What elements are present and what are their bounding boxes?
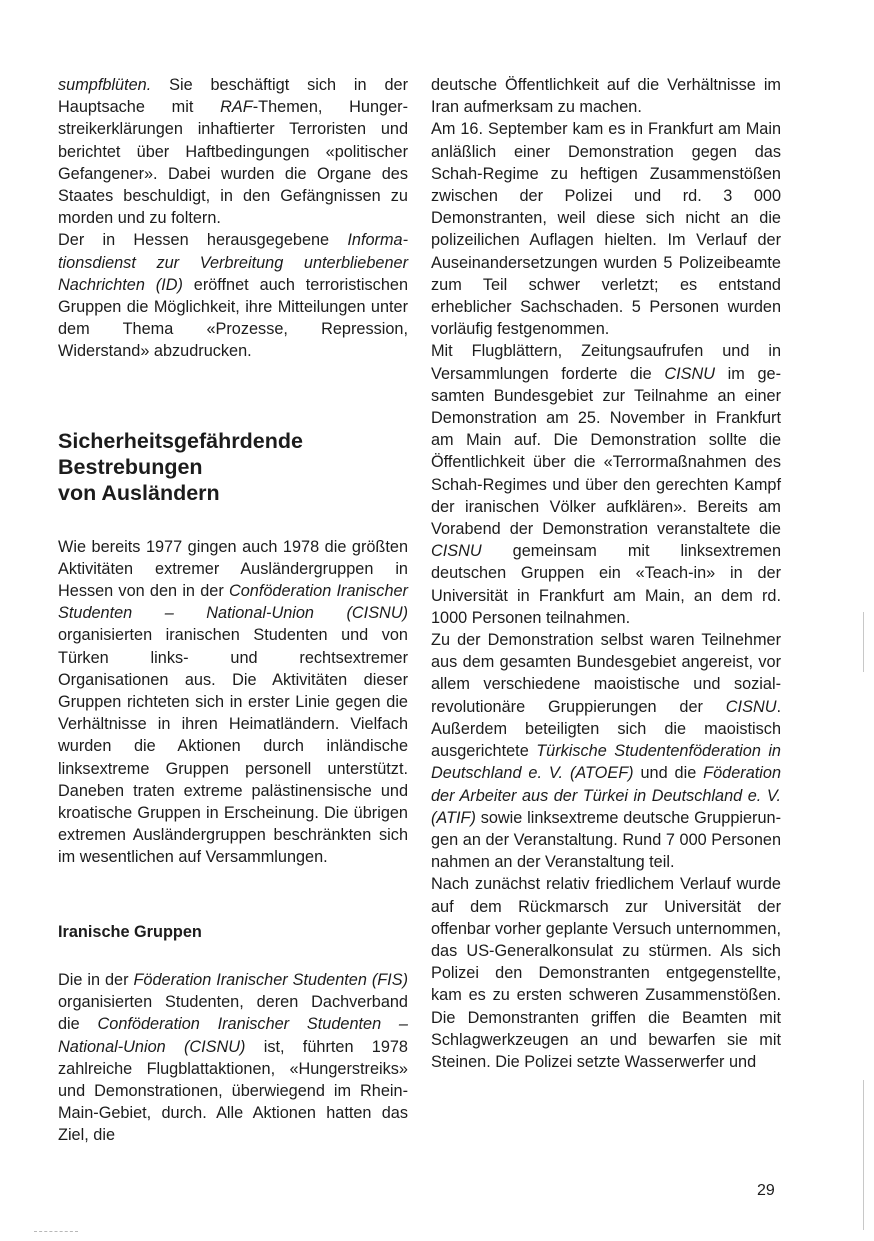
scan-edge-mark-lower [863, 1080, 864, 1230]
italic-text-run: CISNU [664, 364, 716, 383]
section-heading-line-3: von Ausländern [58, 480, 220, 505]
scan-foot-mark [34, 1231, 78, 1233]
text-run: eröffnet auch terroristischen Gruppen die Möglichkeit, ihre Mitteilungen unter dem Thema «Prozesse, Repression, Widerstand» abzudrucken. [58, 275, 408, 361]
italic-text-run: Conföderation Iranischer Studenten – National-Union (CISNU) [58, 1015, 408, 1056]
italic-text-run: sumpfblüten. [58, 76, 152, 94]
text-run: Die in der [58, 970, 134, 989]
section-heading-line-1: Sicherheitsgefährdende [58, 428, 303, 453]
right-paragraph-3 [431, 340, 781, 629]
text-run: Der in Hessen herausgegebene [58, 231, 348, 250]
scan-edge-mark-upper [863, 612, 864, 672]
text-run: . Außerdem beteiligten sich die maoistisch ausgerichtete [431, 697, 781, 761]
italic-text-run: Föderation der Arbeiter aus der Türkei in Deutschland e. V. (ATIF) [431, 764, 781, 827]
right-paragraph-2 [431, 118, 781, 340]
subsection-heading: Iranische Gruppen [58, 922, 202, 941]
text-run: und die [633, 764, 704, 783]
italic-text-run: Föderation Iranischer Studenten (FIS) [133, 970, 408, 989]
right-paragraph-5 [431, 873, 781, 1073]
text-run: ist, führten 1978 zahlreiche Flugblattaktionen, «Hungerstreiks» und Demonstrationen, überwiegend im Rhein-Main-Gebiet, durch. Alle Aktionen hatten das Ziel, die [58, 1037, 408, 1145]
text-run: im gesamten Bundesgebiet zur Teilnahme an einer Demonstration am 25. November in Frankfurt am Main auf. Die Demonstration sollte die Öffentlichkeit über die «Terrormaßnahmen des Schah-Regimes und über den gerechten Kampf der iranischen Völker aufklären». Bereits am Vorabend der Demonstration veranstaltete die [431, 364, 781, 539]
right-paragraph-1 [431, 74, 781, 118]
italic-text-run: RAF [220, 98, 253, 117]
right-paragraph-4 [431, 629, 781, 873]
section-heading-line-2: Bestrebungen [58, 454, 203, 479]
italic-text-run: CISNU [725, 697, 777, 716]
italic-text-run: Conföderation Iranischer Studenten – National-Union (CISNU) [58, 582, 408, 623]
text-run: organisierten Studenten, deren Dachverband die [58, 993, 408, 1034]
text-run: -Themen, Hungerstreikerklärungen inhaftierter Terroristen und berichtet über Haftbedingungen «politischer Gefangener». Dabei wurden die Organe des Staates beschuldigt, in den Gefängnissen zu morden und zu foltern. [58, 98, 408, 228]
italic-text-run: CISNU [431, 542, 482, 561]
text-run: deutsche Öffentlichkeit auf die Verhältnisse im Iran aufmerksam zu machen. [431, 76, 781, 117]
text-run: Nach zunächst relativ friedlichem Verlauf wurde auf dem Rückmarsch zur Universität der offenbar vorher geplante Versuch unternommen, das US-Generalkonsulat zu stürmen. Als sich Polizei den Demonstranten entgegenstellte, kam es zu ersten schweren Zusammenstößen. Die Demonstranten griffen die Beamten mit Schlagwerkzeugen an und bewarfen sie mit Steinen. Die Polizei setzte Wasserwerfer und [431, 875, 781, 1071]
text-run: Zu der Demonstration selbst waren Teilnehmer aus dem gesamten Bundesgebiet angereist, vor allem verschiedene maoistische und sozial-revolutionäre Gruppierungen der [431, 631, 781, 716]
left-paragraph-1 [58, 74, 408, 229]
page-number: 29 [757, 1182, 775, 1199]
text-run: Am 16. September kam es in Frankfurt am Main anläßlich einer Demonstration gegen das Schah-Regime zu heftigen Zusammenstößen zwischen der Polizei und rd. 3 000 Demonstranten, weil diese sich nicht an die polizeilichen Auflagen hielten. Im Verlauf der Auseinandersetzungen wurden 5 Polizeibeamte zum Teil schwer verletzt; es entstand erheblicher Sachschaden. 5 Personen wurden vorläufig festgenommen. [431, 120, 781, 339]
italic-text-run: Türkische Studentenföderation in Deutschland e. V. (ATOEF) [431, 742, 781, 783]
section-heading [58, 428, 408, 506]
text-run: organisierten iranischen Studenten und von Türken links- und rechtsextremer Organisationen aus. Die Aktivitäten dieser Gruppen richteten sich in erster Linie gegen die Verhältnisse in ihren Heimatländern. Vielfach wurden die Aktionen durch inländische linksextreme Gruppen personell unterstützt. Daneben traten extreme palästinensische und kroatische Gruppen in Erscheinung. Die übrigen extremen Ausländergruppen beschränkten sich im wesentlichen auf Versammlungen. [58, 626, 408, 867]
left-paragraph-2 [58, 229, 408, 362]
text-run: Wie bereits 1977 gingen auch 1978 die größten Aktivitäten extremer Ausländergruppen in Hessen von den in der [58, 537, 408, 601]
left-paragraph-3 [58, 536, 408, 869]
right-column [431, 74, 781, 1073]
italic-text-run: Informationsdienst zur Verbreitung unterbliebener Nachrichten (ID) [58, 231, 408, 294]
text-run: sowie linksextreme deutsche Gruppierungen an der Veranstaltung. Rund 7 000 Personen nahmen an der Veranstaltung teil. [431, 808, 781, 872]
left-paragraph-4 [58, 969, 408, 1147]
left-column [58, 74, 408, 1147]
text-run: Sie beschäftigt sich in der Hauptsache mit [58, 76, 408, 117]
text-run: Mit Flugblättern, Zeitungsaufrufen und in Versammlungen forderte die [431, 342, 781, 383]
text-run: gemeinsam mit linksextremen deutschen Gruppen ein «Teach-in» in der Universität in Frankfurt am Main, an dem rd. 1000 Personen teilnahmen. [431, 542, 781, 627]
